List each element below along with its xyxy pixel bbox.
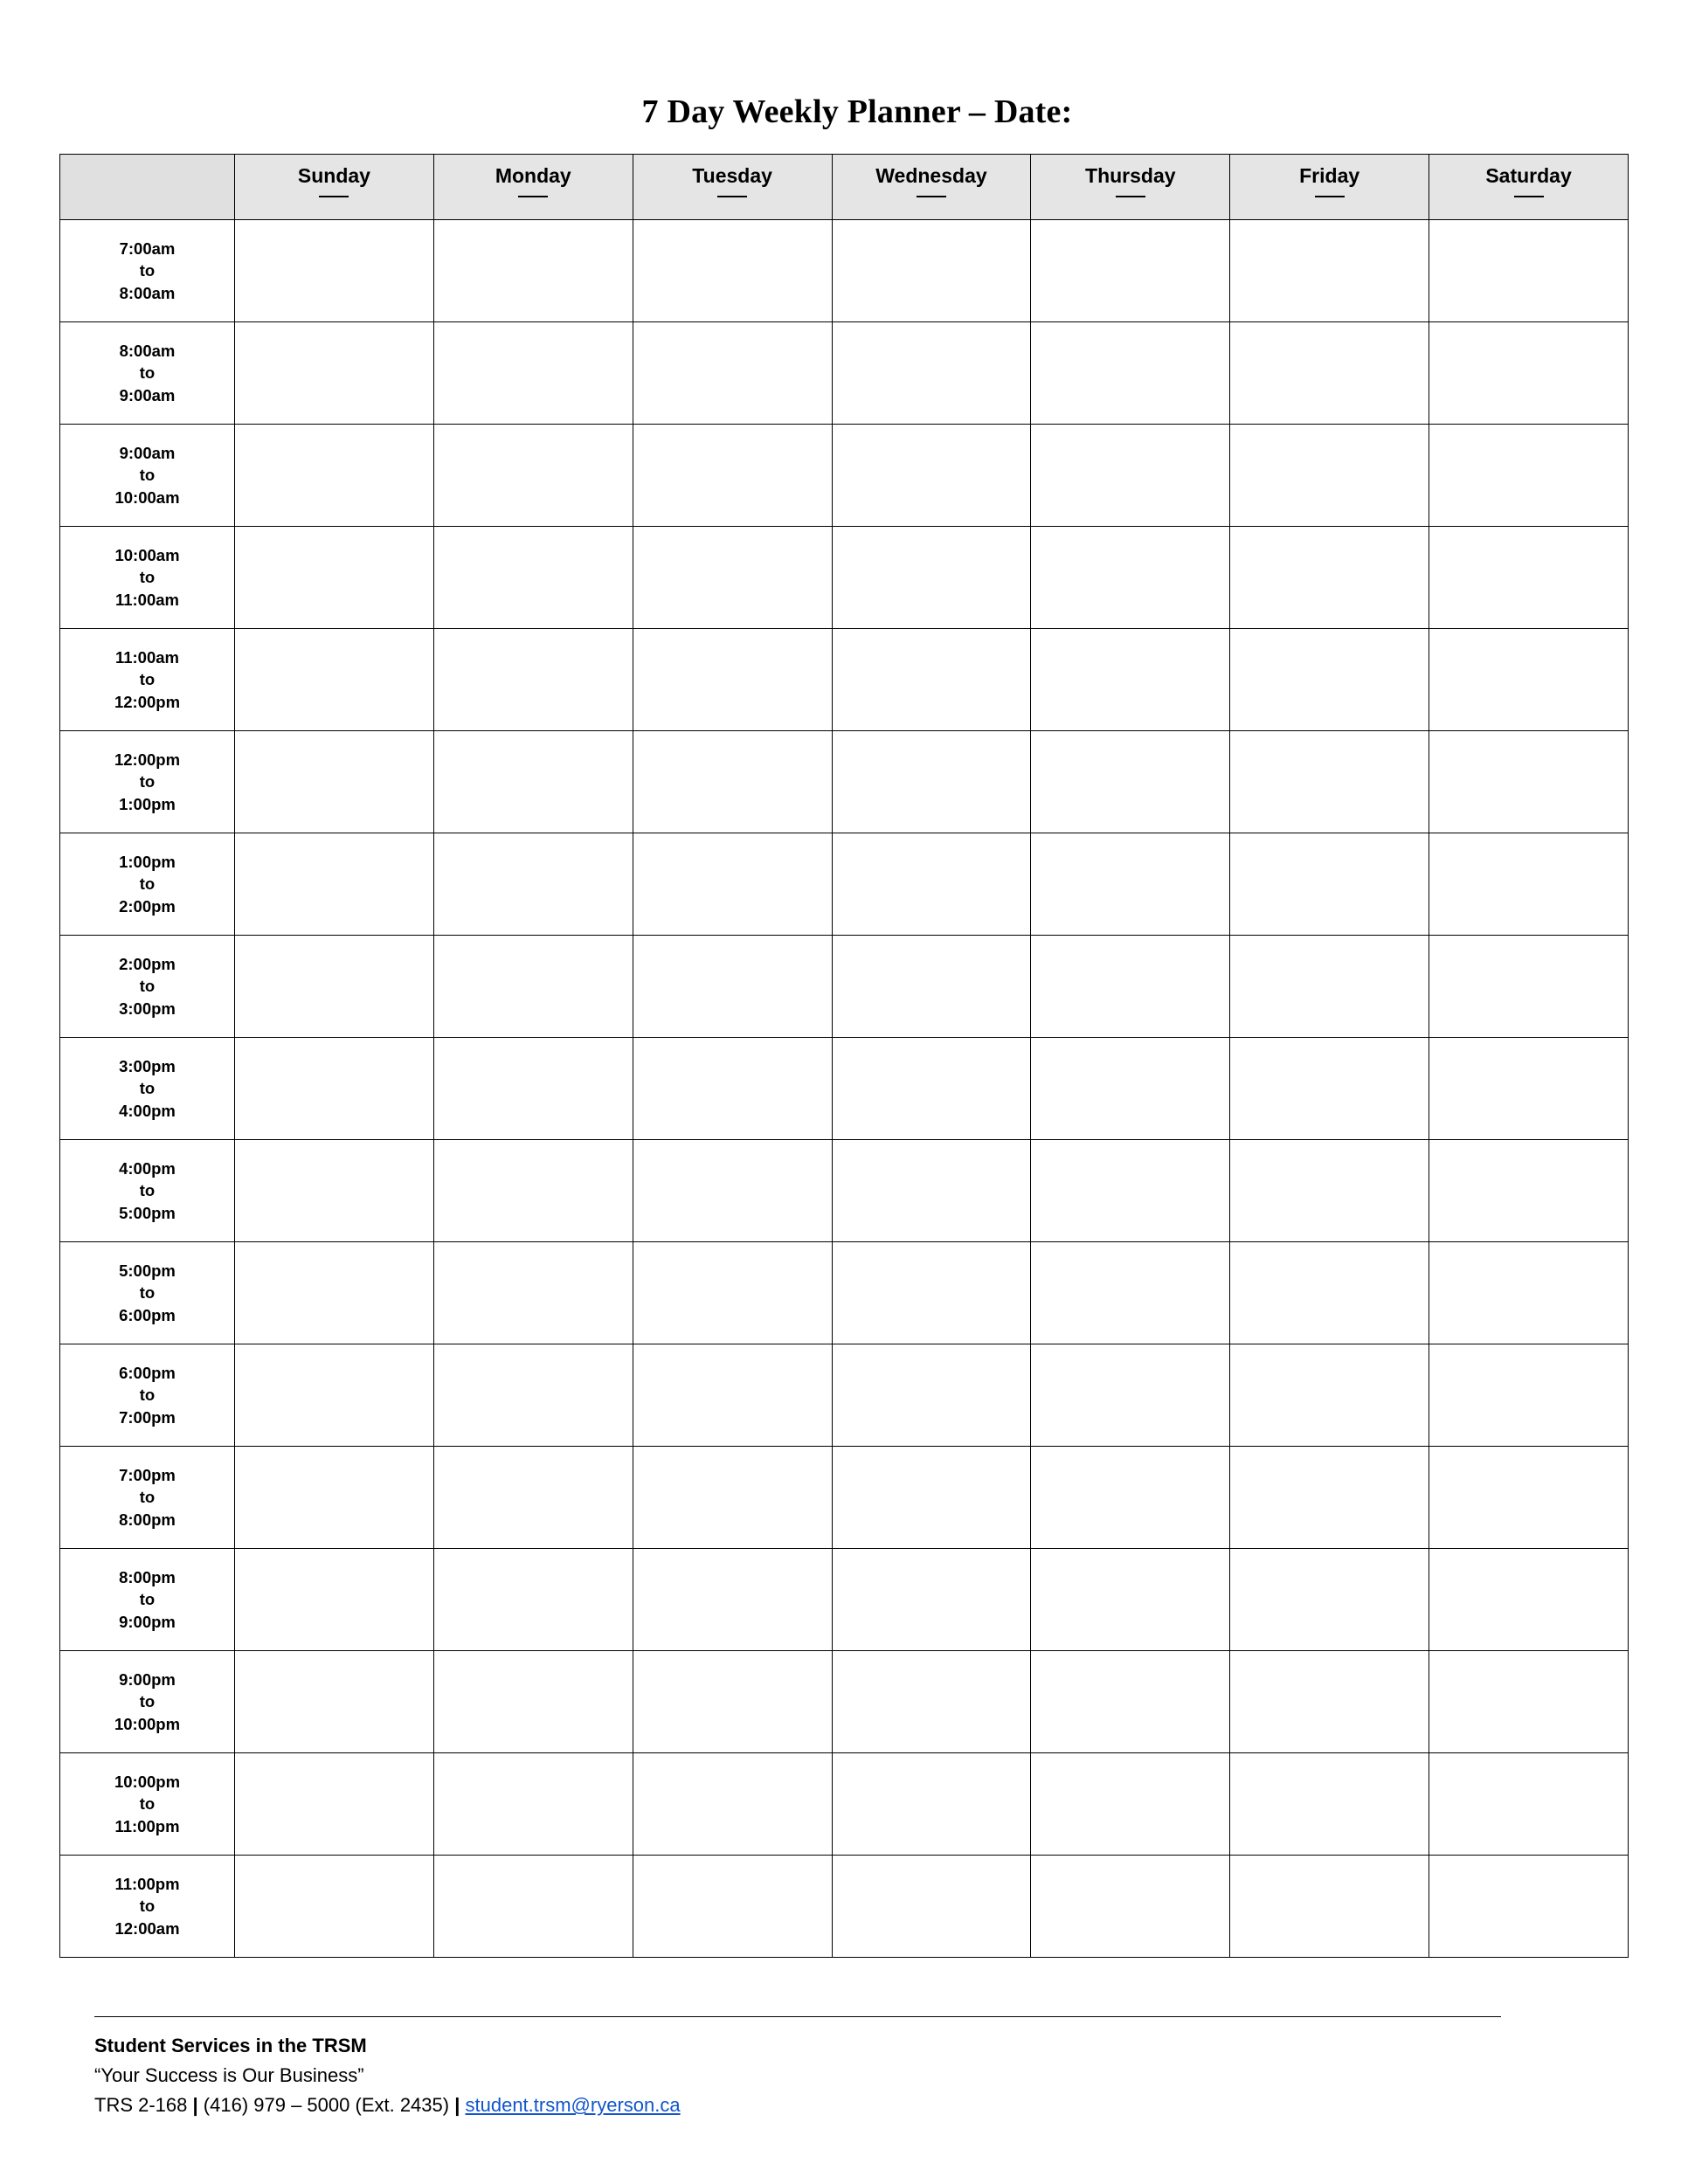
planner-cell-wednesday[interactable] <box>832 629 1031 731</box>
time-start: 2:00pm <box>119 954 176 973</box>
planner-cell-saturday[interactable] <box>1429 1140 1629 1242</box>
planner-cell-tuesday[interactable] <box>633 731 832 833</box>
planner-cell-monday[interactable] <box>433 527 633 629</box>
planner-cell-tuesday[interactable] <box>633 1038 832 1140</box>
table-row <box>60 220 1629 322</box>
day-label: Sunday <box>297 164 370 187</box>
time-to: to <box>139 874 156 894</box>
footer-org: Student Services in the TRSM <box>94 2035 367 2056</box>
date-blank-line[interactable] <box>717 195 747 197</box>
time-start: 10:00pm <box>114 1772 181 1791</box>
time-start: 9:00pm <box>119 1669 176 1689</box>
time-to: to <box>139 1079 156 1098</box>
planner-cell-wednesday[interactable] <box>832 1856 1031 1958</box>
day-header-friday <box>1230 155 1429 220</box>
planner-cell-tuesday[interactable] <box>633 1753 832 1856</box>
time-end: 10:00am <box>114 487 180 507</box>
time-start: 5:00pm <box>119 1261 176 1280</box>
planner-cell-friday[interactable] <box>1230 936 1429 1038</box>
planner-cell-thursday[interactable] <box>1031 527 1230 629</box>
planner-cell-wednesday[interactable] <box>832 527 1031 629</box>
time-to: to <box>139 1897 156 1916</box>
planner-cell-thursday[interactable] <box>1031 1651 1230 1753</box>
day-header-saturday <box>1429 155 1629 220</box>
planner-cell-saturday[interactable] <box>1429 527 1629 629</box>
footer-email-link[interactable]: student.trsm@ryerson.ca <box>465 2094 681 2117</box>
planner-cell-thursday[interactable] <box>1031 1344 1230 1447</box>
planner-cell-thursday[interactable] <box>1031 1753 1230 1856</box>
planner-cell-sunday[interactable] <box>235 1856 434 1958</box>
planner-cell-thursday[interactable] <box>1031 936 1230 1038</box>
planner-cell-thursday[interactable] <box>1031 425 1230 527</box>
time-slot-label <box>60 731 235 833</box>
day-label: Thursday <box>1085 164 1176 187</box>
table-row <box>60 1856 1629 1958</box>
time-slot-label <box>60 1242 235 1344</box>
table-body <box>60 220 1629 1958</box>
table-row <box>60 1038 1629 1140</box>
time-end: 11:00am <box>114 590 180 609</box>
time-slot-label <box>60 833 235 936</box>
footer-separator: | <box>192 2094 198 2117</box>
table-row <box>60 833 1629 936</box>
time-slot-label <box>60 425 235 527</box>
day-header-thursday <box>1031 155 1230 220</box>
planner-cell-wednesday[interactable] <box>832 1344 1031 1447</box>
time-start: 7:00am <box>119 238 176 258</box>
date-blank-line[interactable] <box>1116 195 1145 197</box>
planner-cell-sunday[interactable] <box>235 1140 434 1242</box>
planner-cell-saturday[interactable] <box>1429 1753 1629 1856</box>
planner-cell-sunday[interactable] <box>235 833 434 936</box>
time-start: 8:00pm <box>119 1567 176 1586</box>
planner-cell-monday[interactable] <box>433 1038 633 1140</box>
day-header-wednesday <box>832 155 1031 220</box>
planner-cell-thursday[interactable] <box>1031 322 1230 425</box>
time-to: to <box>139 1181 156 1200</box>
planner-cell-friday[interactable] <box>1230 1856 1429 1958</box>
footer-tagline: “Your Success is Our Business” <box>94 2064 364 2087</box>
planner-cell-wednesday[interactable] <box>832 220 1031 322</box>
time-slot-label <box>60 527 235 629</box>
planner-cell-monday[interactable] <box>433 1549 633 1651</box>
planner-cell-thursday[interactable] <box>1031 220 1230 322</box>
planner-cell-tuesday[interactable] <box>633 1447 832 1549</box>
time-slot-label <box>60 1549 235 1651</box>
table-row <box>60 1651 1629 1753</box>
time-end: 12:00pm <box>114 692 181 711</box>
time-end: 9:00pm <box>119 1612 176 1631</box>
time-to: to <box>139 1386 156 1405</box>
planner-cell-wednesday[interactable] <box>832 936 1031 1038</box>
planner-cell-monday[interactable] <box>433 936 633 1038</box>
time-to: to <box>139 772 156 791</box>
planner-cell-thursday[interactable] <box>1031 629 1230 731</box>
planner-cell-wednesday[interactable] <box>832 1651 1031 1753</box>
planner-cell-monday[interactable] <box>433 1753 633 1856</box>
time-end: 1:00pm <box>119 794 176 813</box>
planner-cell-sunday[interactable] <box>235 936 434 1038</box>
footer-room: TRS 2-168 <box>94 2094 188 2117</box>
time-start: 9:00am <box>119 443 176 462</box>
date-blank-line[interactable] <box>319 195 349 197</box>
planner-cell-friday[interactable] <box>1230 1753 1429 1856</box>
planner-cell-friday[interactable] <box>1230 1140 1429 1242</box>
time-slot-label <box>60 1753 235 1856</box>
time-start: 1:00pm <box>119 852 176 871</box>
planner-cell-sunday[interactable] <box>235 1447 434 1549</box>
table-row <box>60 629 1629 731</box>
footer-contact <box>94 2091 1597 2120</box>
planner-cell-wednesday[interactable] <box>832 1242 1031 1344</box>
time-end: 7:00pm <box>119 1407 176 1427</box>
planner-cell-monday[interactable] <box>433 1651 633 1753</box>
time-end: 5:00pm <box>119 1203 176 1222</box>
planner-cell-saturday[interactable] <box>1429 322 1629 425</box>
table-row <box>60 1344 1629 1447</box>
planner-cell-saturday[interactable] <box>1429 1242 1629 1344</box>
planner-cell-monday[interactable] <box>433 220 633 322</box>
page-title: 7 Day Weekly Planner – Date: <box>641 93 1073 130</box>
time-end: 8:00pm <box>119 1510 176 1529</box>
date-blank-line[interactable] <box>917 195 946 197</box>
planner-cell-sunday[interactable] <box>235 220 434 322</box>
time-column-header <box>60 155 235 220</box>
footer-separator: | <box>454 2094 460 2117</box>
planner-cell-saturday[interactable] <box>1429 1856 1629 1958</box>
planner-cell-sunday[interactable] <box>235 322 434 425</box>
planner-cell-wednesday[interactable] <box>832 1038 1031 1140</box>
time-end: 2:00pm <box>119 896 176 916</box>
time-slot-label <box>60 629 235 731</box>
planner-cell-monday[interactable] <box>433 1856 633 1958</box>
planner-cell-thursday[interactable] <box>1031 1447 1230 1549</box>
time-end: 12:00am <box>114 1918 180 1938</box>
planner-cell-saturday[interactable] <box>1429 220 1629 322</box>
time-to: to <box>139 1488 156 1507</box>
planner-cell-saturday[interactable] <box>1429 1038 1629 1140</box>
planner-cell-monday[interactable] <box>433 833 633 936</box>
day-label: Friday <box>1299 164 1360 187</box>
planner-cell-friday[interactable] <box>1230 833 1429 936</box>
time-start: 4:00pm <box>119 1158 176 1178</box>
planner-cell-saturday[interactable] <box>1429 425 1629 527</box>
time-to: to <box>139 363 156 383</box>
table-header <box>60 155 1629 220</box>
planner-cell-thursday[interactable] <box>1031 1140 1230 1242</box>
time-end: 4:00pm <box>119 1101 176 1120</box>
planner-cell-wednesday[interactable] <box>832 1447 1031 1549</box>
planner-cell-sunday[interactable] <box>235 425 434 527</box>
time-start: 11:00am <box>114 647 180 667</box>
date-blank-line[interactable] <box>518 195 548 197</box>
planner-cell-friday[interactable] <box>1230 629 1429 731</box>
planner-cell-tuesday[interactable] <box>633 833 832 936</box>
day-header-tuesday <box>633 155 832 220</box>
date-blank-line[interactable] <box>1514 195 1544 197</box>
planner-cell-sunday[interactable] <box>235 1344 434 1447</box>
time-slot-label <box>60 220 235 322</box>
time-start: 6:00pm <box>119 1363 176 1382</box>
table-row <box>60 1242 1629 1344</box>
time-end: 9:00am <box>119 385 176 404</box>
planner-cell-saturday[interactable] <box>1429 1651 1629 1753</box>
planner-cell-saturday[interactable] <box>1429 833 1629 936</box>
table-row <box>60 936 1629 1038</box>
time-to: to <box>139 1590 156 1609</box>
planner-cell-monday[interactable] <box>433 322 633 425</box>
time-to: to <box>139 1794 156 1814</box>
day-header-sunday <box>235 155 434 220</box>
planner-cell-friday[interactable] <box>1230 527 1429 629</box>
planner-cell-sunday[interactable] <box>235 1651 434 1753</box>
time-slot-label <box>60 1344 235 1447</box>
time-slot-label <box>60 322 235 425</box>
planner-cell-tuesday[interactable] <box>633 936 832 1038</box>
time-end: 10:00pm <box>114 1714 181 1733</box>
planner-cell-thursday[interactable] <box>1031 1856 1230 1958</box>
table-row <box>60 1140 1629 1242</box>
planner-cell-wednesday[interactable] <box>832 1140 1031 1242</box>
planner-cell-friday[interactable] <box>1230 425 1429 527</box>
time-end: 8:00am <box>119 283 176 302</box>
planner-cell-wednesday[interactable] <box>832 322 1031 425</box>
day-label: Saturday <box>1485 164 1572 187</box>
planner-cell-wednesday[interactable] <box>832 833 1031 936</box>
planner-cell-tuesday[interactable] <box>633 629 832 731</box>
planner-cell-monday[interactable] <box>433 1140 633 1242</box>
planner-cell-thursday[interactable] <box>1031 731 1230 833</box>
planner-cell-friday[interactable] <box>1230 1549 1429 1651</box>
table-row <box>60 1447 1629 1549</box>
planner-cell-tuesday[interactable] <box>633 1344 832 1447</box>
planner-cell-wednesday[interactable] <box>832 425 1031 527</box>
planner-cell-tuesday[interactable] <box>633 220 832 322</box>
time-start: 3:00pm <box>119 1056 176 1075</box>
table-row <box>60 1753 1629 1856</box>
time-start: 12:00pm <box>114 750 181 769</box>
time-slot-label <box>60 1447 235 1549</box>
planner-cell-saturday[interactable] <box>1429 1549 1629 1651</box>
planner-cell-sunday[interactable] <box>235 629 434 731</box>
planner-cell-friday[interactable] <box>1230 1651 1429 1753</box>
time-to: to <box>139 1692 156 1711</box>
planner-table-container <box>59 154 1629 1958</box>
planner-cell-sunday[interactable] <box>235 1242 434 1344</box>
footer-divider <box>94 2016 1501 2017</box>
planner-cell-sunday[interactable] <box>235 1038 434 1140</box>
time-to: to <box>139 1283 156 1303</box>
planner-cell-wednesday[interactable] <box>832 1753 1031 1856</box>
time-to: to <box>139 466 156 485</box>
planner-cell-thursday[interactable] <box>1031 1038 1230 1140</box>
planner-cell-thursday[interactable] <box>1031 1242 1230 1344</box>
table-row <box>60 425 1629 527</box>
planner-cell-tuesday[interactable] <box>633 322 832 425</box>
planner-cell-thursday[interactable] <box>1031 833 1230 936</box>
time-start: 11:00pm <box>114 1874 180 1893</box>
planner-cell-tuesday[interactable] <box>633 1140 832 1242</box>
planner-cell-saturday[interactable] <box>1429 936 1629 1038</box>
time-end: 3:00pm <box>119 999 176 1018</box>
planner-cell-tuesday[interactable] <box>633 1549 832 1651</box>
planner-cell-sunday[interactable] <box>235 1549 434 1651</box>
planner-cell-monday[interactable] <box>433 1344 633 1447</box>
planner-cell-saturday[interactable] <box>1429 1344 1629 1447</box>
planner-cell-sunday[interactable] <box>235 527 434 629</box>
planner-cell-monday[interactable] <box>433 629 633 731</box>
table-row <box>60 1549 1629 1651</box>
planner-cell-friday[interactable] <box>1230 220 1429 322</box>
time-start: 10:00am <box>114 545 180 564</box>
day-label: Tuesday <box>692 164 772 187</box>
time-slot-label <box>60 1856 235 1958</box>
time-start: 7:00pm <box>119 1465 176 1484</box>
planner-cell-monday[interactable] <box>433 1447 633 1549</box>
table-row <box>60 527 1629 629</box>
planner-cell-saturday[interactable] <box>1429 1447 1629 1549</box>
planner-cell-tuesday[interactable] <box>633 1242 832 1344</box>
planner-cell-friday[interactable] <box>1230 1038 1429 1140</box>
planner-cell-friday[interactable] <box>1230 731 1429 833</box>
planner-cell-saturday[interactable] <box>1429 629 1629 731</box>
planner-cell-saturday[interactable] <box>1429 731 1629 833</box>
planner-cell-wednesday[interactable] <box>832 1549 1031 1651</box>
time-to: to <box>139 670 156 689</box>
planner-cell-sunday[interactable] <box>235 731 434 833</box>
planner-cell-tuesday[interactable] <box>633 1651 832 1753</box>
footer-phone: (416) 979 – 5000 (Ext. 2435) <box>203 2094 450 2117</box>
day-label: Monday <box>495 164 571 187</box>
weekly-planner-table <box>59 154 1629 1958</box>
time-slot-label <box>60 936 235 1038</box>
planner-cell-wednesday[interactable] <box>832 731 1031 833</box>
page-footer <box>94 2016 1597 2120</box>
planner-cell-monday[interactable] <box>433 731 633 833</box>
planner-cell-friday[interactable] <box>1230 1344 1429 1447</box>
time-end: 6:00pm <box>119 1305 176 1324</box>
time-slot-label <box>60 1651 235 1753</box>
time-to: to <box>139 261 156 280</box>
planner-cell-tuesday[interactable] <box>633 425 832 527</box>
planner-cell-friday[interactable] <box>1230 322 1429 425</box>
time-slot-label <box>60 1140 235 1242</box>
time-start: 8:00am <box>119 341 176 360</box>
table-row <box>60 322 1629 425</box>
planner-cell-monday[interactable] <box>433 425 633 527</box>
planner-cell-friday[interactable] <box>1230 1447 1429 1549</box>
date-blank-line[interactable] <box>1315 195 1345 197</box>
time-slot-label <box>60 1038 235 1140</box>
planner-cell-tuesday[interactable] <box>633 527 832 629</box>
time-to: to <box>139 568 156 587</box>
time-to: to <box>139 977 156 996</box>
table-header-row <box>60 155 1629 220</box>
planner-cell-friday[interactable] <box>1230 1242 1429 1344</box>
time-end: 11:00pm <box>114 1816 180 1835</box>
day-header-monday <box>433 155 633 220</box>
planner-cell-sunday[interactable] <box>235 1753 434 1856</box>
planner-cell-monday[interactable] <box>433 1242 633 1344</box>
planner-cell-tuesday[interactable] <box>633 1856 832 1958</box>
planner-cell-thursday[interactable] <box>1031 1549 1230 1651</box>
day-label: Wednesday <box>875 164 987 187</box>
table-row <box>60 731 1629 833</box>
